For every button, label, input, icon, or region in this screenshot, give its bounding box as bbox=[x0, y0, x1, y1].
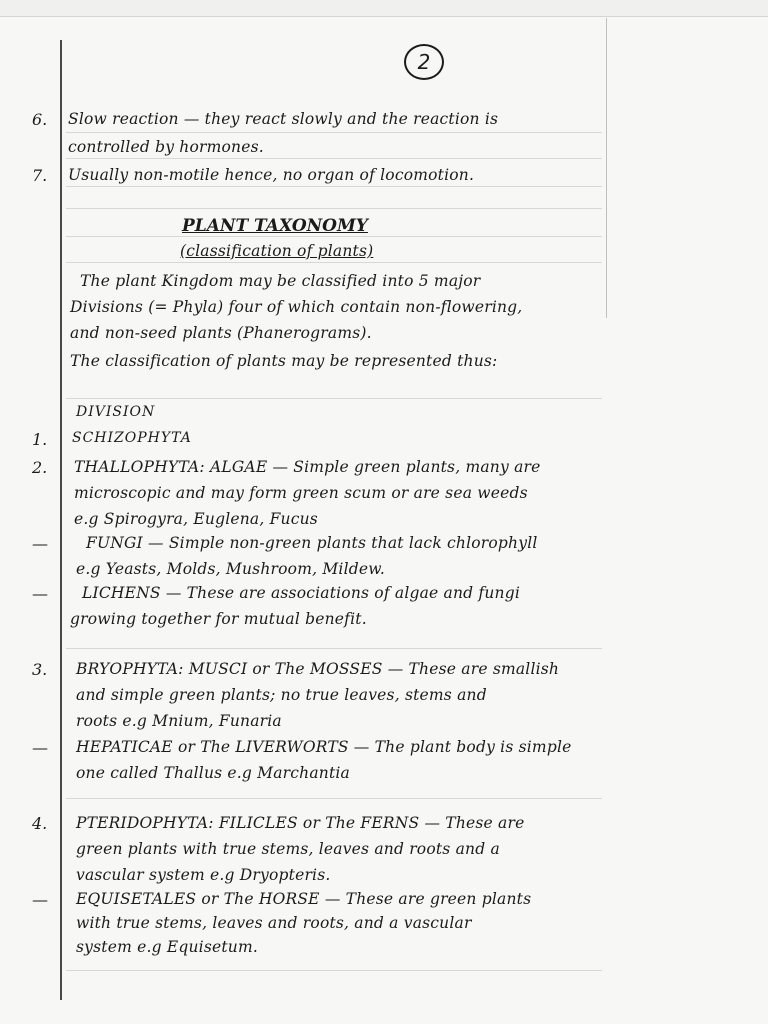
ruled-line bbox=[66, 132, 602, 133]
division-heading: DIVISION bbox=[76, 404, 156, 420]
item-number: 3. bbox=[32, 660, 48, 679]
list-dash: — bbox=[32, 738, 48, 757]
text-line: HEPATICAE or The LIVERWORTS — The plant body is simple bbox=[76, 738, 572, 756]
text-line: The classification of plants may be represented thus: bbox=[70, 352, 498, 370]
text-line: and simple green plants; no true leaves, stems and bbox=[76, 686, 487, 704]
ruled-line bbox=[66, 236, 602, 237]
section-subtitle: (classification of plants) bbox=[180, 242, 374, 260]
text-line: LICHENS — These are associations of algae and fungi bbox=[82, 584, 520, 602]
item-number: 4. bbox=[32, 814, 48, 833]
text-line: vascular system e.g Dryopteris. bbox=[76, 866, 331, 884]
text-line: EQUISETALES or The HORSE — These are green plants bbox=[76, 890, 532, 908]
text-line: controlled by hormones. bbox=[68, 138, 264, 156]
text-line: one called Thallus e.g Marchantia bbox=[76, 764, 350, 782]
division-name: SCHIZOPHYTA bbox=[72, 430, 192, 446]
ruled-line bbox=[66, 798, 602, 799]
ruled-line bbox=[66, 186, 602, 187]
item-number: 1. bbox=[32, 430, 48, 449]
text-line: The plant Kingdom may be classified into 5 major bbox=[80, 272, 481, 290]
text-line: e.g Yeasts, Molds, Mushroom, Mildew. bbox=[76, 560, 385, 578]
text-line: with true stems, leaves and roots, and a vascular bbox=[76, 914, 472, 932]
text-line: FUNGI — Simple non-green plants that lack chlorophyll bbox=[86, 534, 538, 552]
right-margin-rule bbox=[606, 18, 607, 318]
text-line: system e.g Equisetum. bbox=[76, 938, 258, 956]
text-line: Slow reaction — they react slowly and the reaction is bbox=[68, 110, 499, 128]
list-dash: — bbox=[32, 890, 48, 909]
ruled-line bbox=[66, 398, 602, 399]
section-title: PLANT TAXONOMY bbox=[182, 216, 368, 236]
list-dash: — bbox=[32, 534, 48, 553]
scan-edge bbox=[0, 0, 768, 17]
item-number: 2. bbox=[32, 458, 48, 477]
ruled-line bbox=[66, 970, 602, 971]
ruled-line bbox=[66, 262, 602, 263]
text-line: BRYOPHYTA: MUSCI or The MOSSES — These are smallish bbox=[76, 660, 560, 678]
text-line: THALLOPHYTA: ALGAE — Simple green plants, many are bbox=[74, 458, 541, 476]
item-number: 6. bbox=[32, 110, 48, 129]
text-line: PTERIDOPHYTA: FILICLES or The FERNS — These are bbox=[76, 814, 525, 832]
text-line: e.g Spirogyra, Euglena, Fucus bbox=[74, 510, 318, 528]
text-line: Usually non-motile hence, no organ of locomotion. bbox=[68, 166, 475, 184]
text-line: growing together for mutual benefit. bbox=[70, 610, 367, 628]
page-number: 2 bbox=[404, 44, 444, 80]
margin-line bbox=[60, 40, 62, 1000]
text-line: roots e.g Mnium, Funaria bbox=[76, 712, 282, 730]
ruled-line bbox=[66, 158, 602, 159]
text-line: microscopic and may form green scum or are sea weeds bbox=[74, 484, 528, 502]
ruled-line bbox=[66, 648, 602, 649]
text-line: Divisions (= Phyla) four of which contain non-flowering, bbox=[70, 298, 523, 316]
list-dash: — bbox=[32, 584, 48, 603]
item-number: 7. bbox=[32, 166, 48, 185]
text-line: green plants with true stems, leaves and roots and a bbox=[76, 840, 500, 858]
ruled-line bbox=[66, 208, 602, 209]
text-line: and non-seed plants (Phanerograms). bbox=[70, 324, 372, 342]
